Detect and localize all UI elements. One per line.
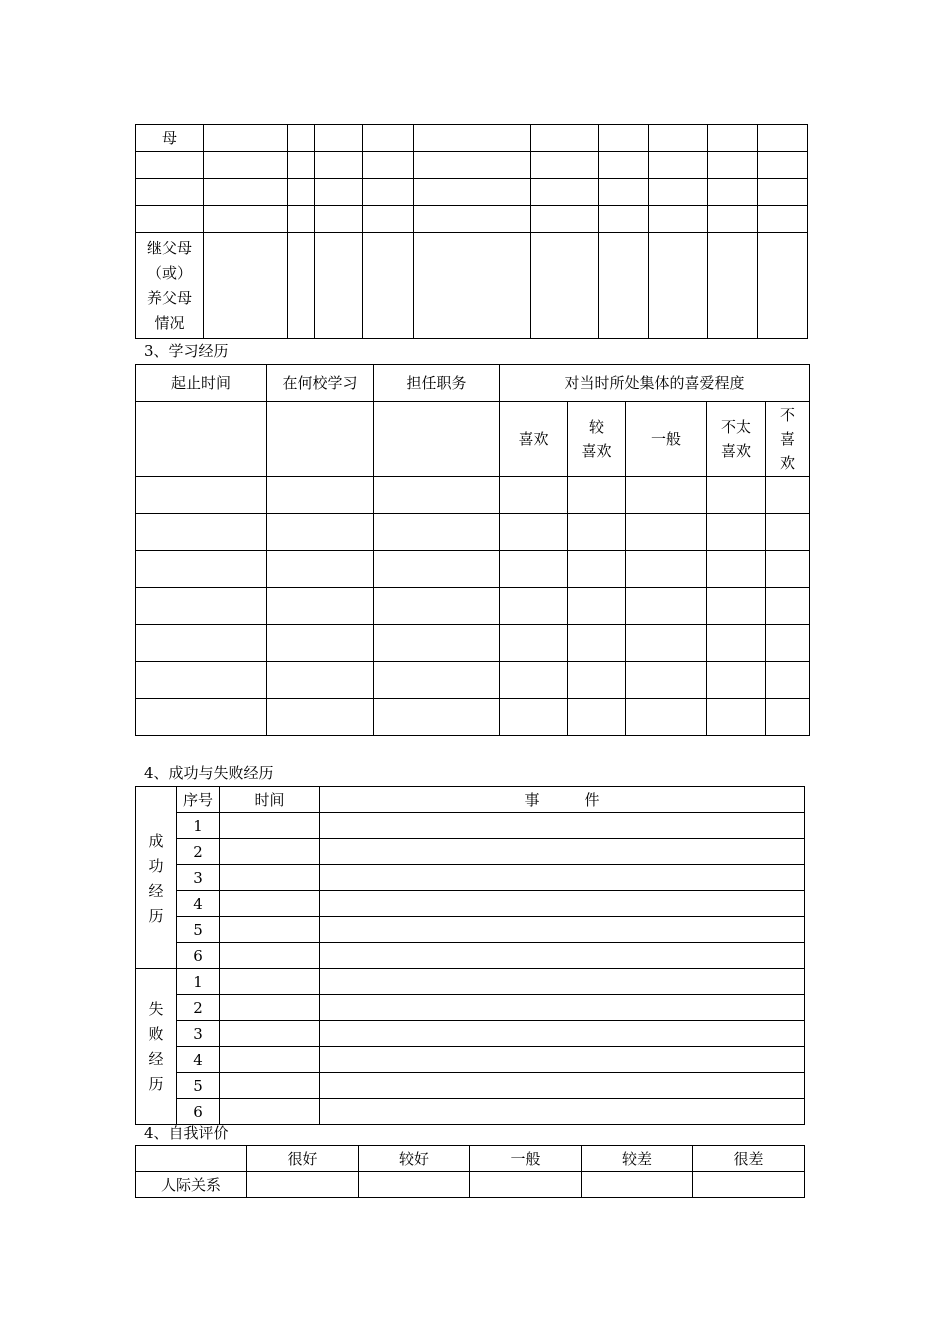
failure-num: 2 [177, 995, 220, 1021]
col-event: 事 件 [320, 787, 805, 813]
study-table [135, 364, 810, 736]
study-col-period: 起止时间 [136, 365, 267, 402]
failure-num: 4 [177, 1047, 220, 1073]
success-num: 2 [177, 839, 220, 865]
col-time: 时间 [220, 787, 320, 813]
level-not-much: 不太 喜欢 [707, 402, 766, 477]
experience-table [135, 786, 805, 1125]
success-num: 5 [177, 917, 220, 943]
failure-label: 失 败 经 历 [136, 969, 177, 1125]
family-table [135, 124, 808, 339]
level-fairly-like: 较 喜欢 [568, 402, 626, 477]
eval-very-poor: 很差 [693, 1146, 805, 1172]
level-like: 喜欢 [500, 402, 568, 477]
study-col-school: 在何校学习 [267, 365, 374, 402]
failure-num: 6 [177, 1099, 220, 1125]
study-col-position: 担任职务 [374, 365, 500, 402]
eval-average: 一般 [470, 1146, 582, 1172]
success-num: 6 [177, 943, 220, 969]
mother-label: 母 [136, 125, 204, 152]
step-parents-label: 继父母 （或） 养父母 情况 [136, 233, 204, 339]
success-num: 3 [177, 865, 220, 891]
experience-heading: 4、成功与失败经历 [144, 764, 274, 782]
failure-num: 1 [177, 969, 220, 995]
success-num: 1 [177, 813, 220, 839]
level-dislike: 不 喜 欢 [766, 402, 810, 477]
eval-row-relations: 人际关系 [136, 1172, 247, 1198]
study-col-fondness: 对当时所处集体的喜爱程度 [500, 365, 810, 402]
failure-num: 5 [177, 1073, 220, 1099]
success-num: 4 [177, 891, 220, 917]
eval-very-good: 很好 [247, 1146, 359, 1172]
eval-good: 较好 [359, 1146, 470, 1172]
eval-poor: 较差 [582, 1146, 693, 1172]
self-eval-table [135, 1145, 805, 1198]
level-average: 一般 [626, 402, 707, 477]
failure-num: 3 [177, 1021, 220, 1047]
study-heading: 3、学习经历 [144, 342, 229, 360]
self-eval-heading: 4、自我评价 [144, 1124, 229, 1142]
success-label: 成 功 经 历 [136, 813, 177, 969]
col-seq: 序号 [177, 787, 220, 813]
